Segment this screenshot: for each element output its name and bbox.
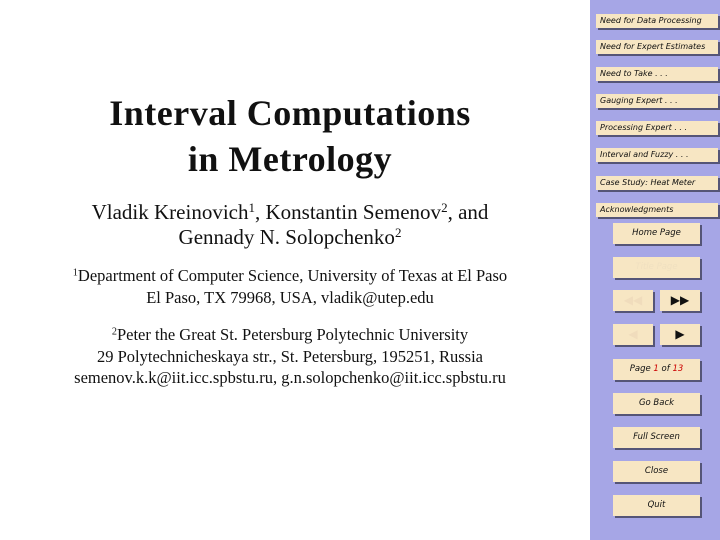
forward-button[interactable]: ▶ — [660, 324, 700, 345]
page-indicator — [613, 359, 700, 380]
nav-section-processing-expert[interactable]: Processing Expert . . . — [596, 121, 718, 135]
home-page-button[interactable]: Home Page — [613, 223, 700, 244]
affiliation-1-sup: 1 — [72, 267, 78, 279]
author-kreinovich-sup: 1 — [248, 199, 255, 215]
affiliation-2-name: Peter the Great St. Petersburg Polytechnic University — [116, 325, 469, 344]
nav-section-need-to-take[interactable]: Need to Take . . . — [596, 67, 718, 81]
nav-section-acknowledgments[interactable]: Acknowledgments — [596, 203, 718, 217]
page-of: of — [661, 364, 670, 374]
page-label: Page — [629, 364, 651, 374]
back-button[interactable]: ◀ — [613, 324, 653, 345]
page-current: 1 — [653, 364, 659, 374]
go-back-button[interactable]: Go Back — [613, 393, 700, 414]
affiliation-1-line-1 — [0, 266, 580, 286]
affiliation-1-name: Department of Computer Science, University of Texas at El Paso — [77, 266, 508, 285]
full-screen-button[interactable]: Full Screen — [613, 427, 700, 448]
title-page-button[interactable]: Title Page — [613, 257, 700, 278]
quit-button[interactable]: Quit — [613, 495, 700, 516]
authors-line-2 — [0, 225, 580, 250]
author-kreinovich: Vladik Kreinovich — [91, 200, 249, 224]
authors-line-1 — [0, 200, 580, 225]
fast-forward-button[interactable]: ▶▶ — [660, 290, 700, 311]
title-line-1: Interval Computations — [109, 93, 471, 133]
nav-section-interval-fuzzy[interactable]: Interval and Fuzzy . . . — [596, 148, 718, 162]
affiliation-2-sup: 2 — [111, 326, 117, 338]
affiliation-2-line-2: 29 Polytechnicheskaya str., St. Petersburg, 195251, Russia — [96, 347, 484, 366]
title-line-2: in Metrology — [187, 139, 393, 179]
author-semenov-sup: 2 — [441, 199, 448, 215]
affiliation-1-line-2: El Paso, TX 79968, USA, vladik@utep.edu — [146, 288, 434, 307]
nav-section-expert-estimates[interactable]: Need for Expert Estimates — [596, 40, 718, 54]
nav-section-data-processing[interactable]: Need for Data Processing — [596, 14, 718, 28]
affiliation-2-line-1 — [0, 325, 580, 345]
nav-section-heat-meter[interactable]: Case Study: Heat Meter — [596, 176, 718, 190]
fast-back-button[interactable]: ◀◀ — [613, 290, 653, 311]
page-total: 13 — [672, 364, 684, 374]
close-button[interactable]: Close — [613, 461, 700, 482]
affiliation-2-line-3: semenov.k.k@iit.icc.spbstu.ru, g.n.solopchenko@iit.icc.spbstu.ru — [74, 368, 506, 387]
author-solopchenko: Gennady N. Solopchenko — [178, 225, 395, 249]
nav-section-gauging-expert[interactable]: Gauging Expert . . . — [596, 94, 718, 108]
author-and: , and — [447, 200, 489, 224]
author-separator: , Konstantin Semenov — [254, 200, 442, 224]
author-solopchenko-sup: 2 — [394, 224, 402, 240]
